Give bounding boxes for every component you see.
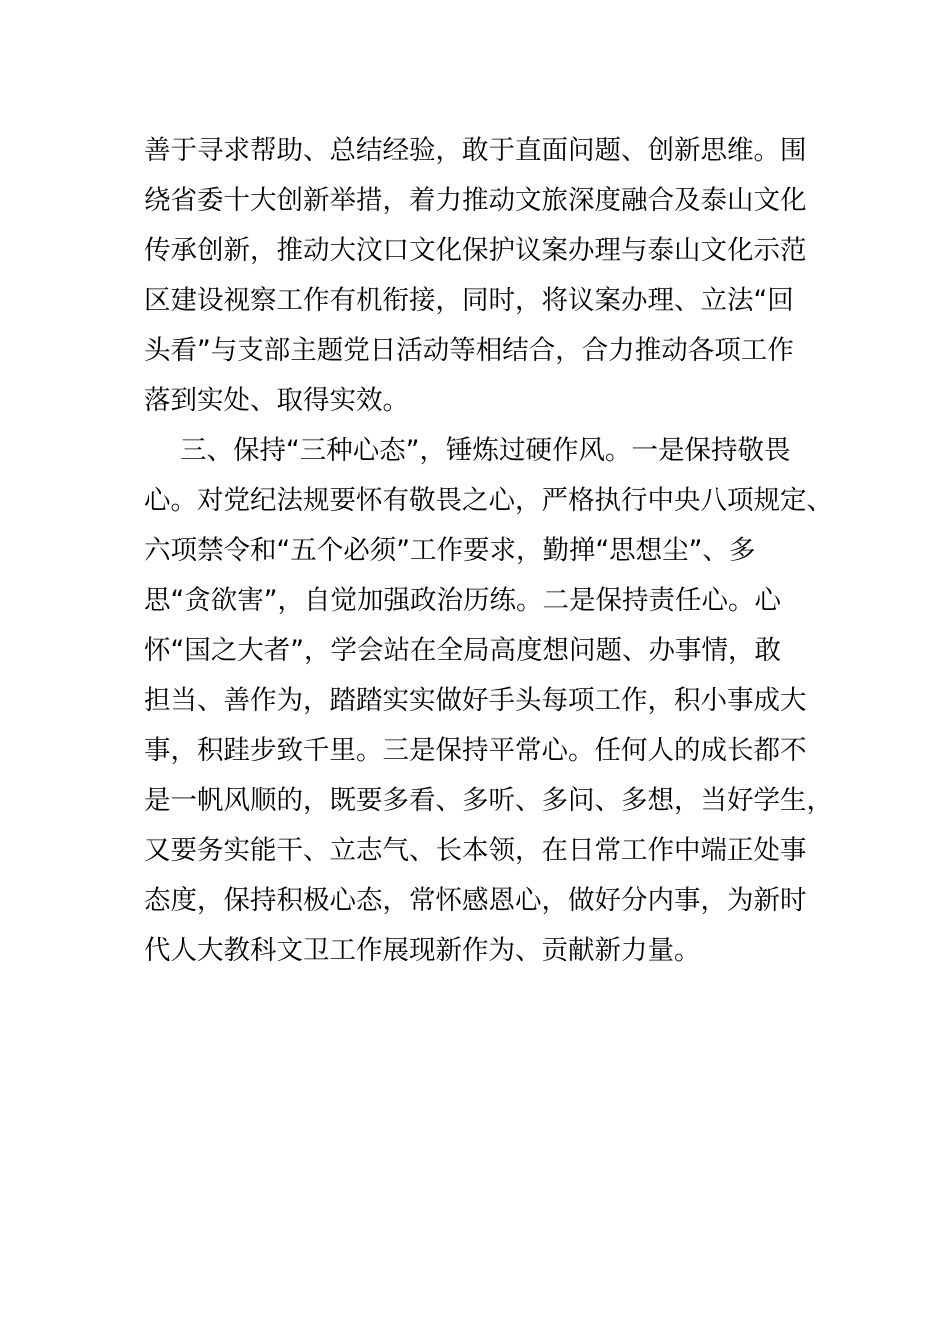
text-line: 是一帆风顺的，既要多看、多听、多问、多想，当好学生， (144, 785, 833, 816)
text-line: 心。对党纪法规要怀有敬畏之心，严格执行中央八项规定、 (144, 485, 833, 516)
text-line: 代人大教科文卫工作展现新作为、贡献新力量。 (144, 935, 701, 966)
text-line: 善于寻求帮助、总结经验，敢于直面问题、创新思维。围 (144, 135, 807, 166)
text-line: 怀“国之大者”，学会站在全局高度想问题、办事情，敢 (144, 635, 781, 666)
text-line: 六项禁令和“五个必须”工作要求，勤掸“思想尘”、多 (144, 535, 756, 566)
section-heading-line: 三、保持“三种心态”，锤炼过硬作风。一是保持敬畏 (180, 435, 791, 466)
text-line: 落到实处、取得实效。 (144, 385, 409, 416)
text-line: 头看”与支部主题党日活动等相结合，合力推动各项工作 (144, 335, 794, 366)
text-line: 又要务实能干、立志气、长本领，在日常工作中端正处事 (144, 835, 807, 866)
text-line: 态度，保持积极心态，常怀感恩心，做好分内事，为新时 (144, 885, 807, 916)
text-line: 事，积跬步致千里。三是保持平常心。任何人的成长都不 (144, 735, 807, 766)
text-line: 思“贪欲害”，自觉加强政治历练。二是保持责任心。心 (144, 585, 781, 616)
text-line: 担当、善作为，踏踏实实做好手头每项工作，积小事成大 (144, 685, 807, 716)
body-text (144, 126, 833, 976)
text-line: 绕省委十大创新举措，着力推动文旅深度融合及泰山文化 (144, 185, 807, 216)
text-line: 传承创新，推动大汶口文化保护议案办理与泰山文化示范 (144, 235, 807, 266)
text-line: 区建设视察工作有机衔接，同时，将议案办理、立法“回 (144, 285, 794, 316)
